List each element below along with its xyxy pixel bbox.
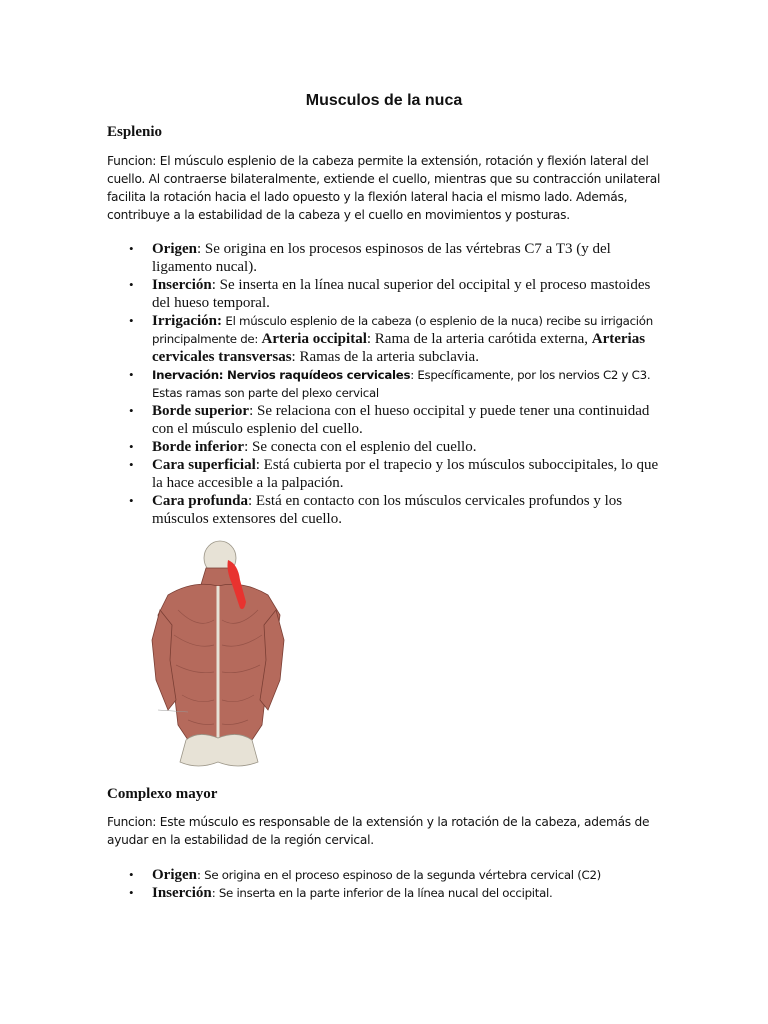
back-muscles-illustration	[148, 540, 288, 770]
bullet-icon: •	[129, 493, 134, 508]
bullet-icon: •	[129, 457, 134, 472]
bullet-icon: •	[129, 439, 134, 454]
list-item: • Cara profunda: Está en contacto con los músculos cervicales profundos y los músculos extensores del cuello.	[129, 493, 623, 527]
list-item: • Borde superior: Se relaciona con el hueso occipital y puede tener una continuidad con el músculo esplenio del cuello.	[129, 403, 650, 437]
bullet-icon: •	[129, 277, 134, 292]
list-item: • Origen: Se origina en el proceso espinoso de la segunda vértebra cervical (C2)	[129, 867, 601, 883]
list-item: • Irrigación: El músculo esplenio de la cabeza (o esplenio de la nuca) recibe su irrigación principalmente de: Arteria occipital: Rama de la arteria carótida externa, Arterias cervicales transversas: Ramas de la arteria subclavia.	[129, 313, 653, 365]
bullet-icon: •	[129, 313, 134, 328]
bullet-icon: •	[129, 403, 134, 418]
page-title: Musculos de la nuca	[305, 92, 463, 109]
section-heading-complexo-mayor: Complexo mayor	[107, 786, 218, 802]
bullet-icon: •	[129, 885, 134, 900]
pelvis-shape	[180, 734, 258, 766]
esplenio-funcion: Funcion: El músculo esplenio de la cabeza permite la extensión, rotación y flexión lateral del cuello. Al contraerse bilateralmente, extiende el cuello, mientras que su contracción unilateral facilita la rotación hacia el lado opuesto y la flexión lateral hacia el mismo lado. Además, contribuye a la estabilidad de la cabeza y el cuello en movimientos y posturas.	[107, 154, 661, 222]
list-item: • Inserción: Se inserta en la parte inferior de la línea nucal del occipital.	[129, 885, 553, 901]
complexo-funcion: Funcion: Este músculo es responsable de la extensión y la rotación de la cabeza, además de ayudar en la estabilidad de la región cervical.	[107, 815, 650, 847]
bullet-icon: •	[129, 241, 134, 256]
bullet-icon: •	[129, 367, 134, 382]
list-item: • Origen: Se origina en los procesos espinosos de las vértebras C7 a T3 (y del ligamento nucal).	[129, 241, 611, 275]
list-item: • Borde inferior: Se conecta con el esplenio del cuello.	[129, 439, 477, 455]
list-item: • Inserción: Se inserta en la línea nucal superior del occipital y el proceso mastoides del hueso temporal.	[129, 277, 651, 311]
complexo-list	[107, 866, 667, 902]
section-heading-esplenio: Esplenio	[107, 124, 163, 140]
list-item: • Inervación: Nervios raquídeos cervicales: Específicamente, por los nervios C2 y C3. Estas ramas son parte del plexo cervical	[129, 367, 651, 400]
bullet-icon: •	[129, 867, 134, 882]
list-item: • Cara superficial: Está cubierta por el trapecio y los músculos suboccipitales, lo que la hace accesible a la palpación.	[129, 457, 659, 491]
esplenio-list	[107, 240, 667, 528]
